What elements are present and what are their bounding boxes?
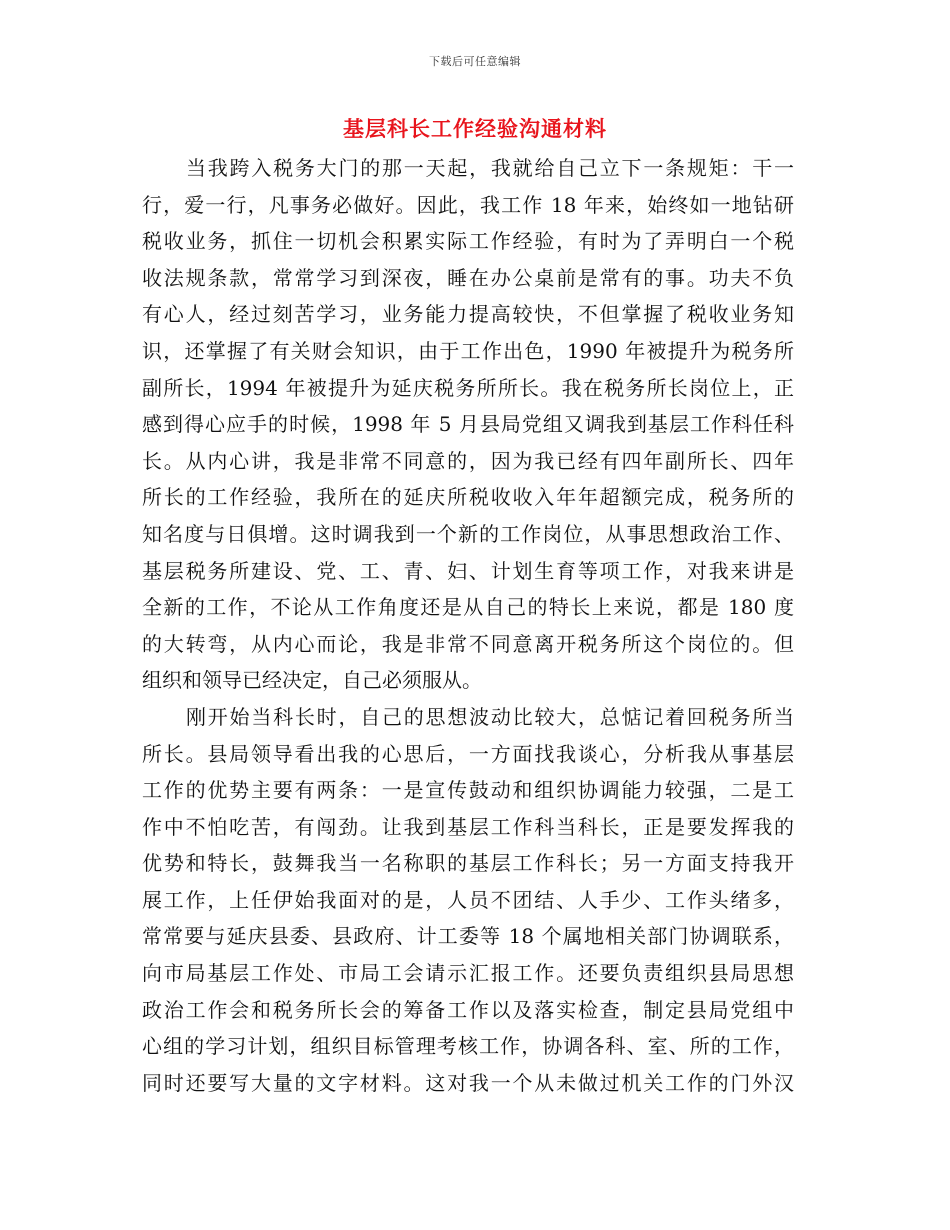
paragraph-2-line: 同时还要写大量的文字材料。这对我一个从未做过机关工作的门外汉 [142, 1070, 794, 1095]
paragraph-2-line: 常常要与延庆县委、县政府、计工委等 18 个属地相关部门协调联系， [142, 924, 794, 949]
document-title: 基层科长工作经验沟通材料 [343, 116, 607, 141]
paragraph-1-line: 收法规条款，常常学习到深夜，睡在办公桌前是常有的事。功夫不负 [142, 265, 794, 290]
paragraph-2-line: 刚开始当科长时，自己的思想波动比较大，总惦记着回税务所当 [186, 704, 794, 729]
paragraph-1-line: 的大转弯，从内心而论，我是非常不同意离开税务所这个岗位的。但 [142, 631, 794, 656]
paragraph-1-line: 有心人，经过刻苦学习，业务能力提高较快，不但掌握了税收业务知 [142, 302, 794, 327]
paragraph-1-line: 感到得心应手的时候，1998 年 5 月县局党组又调我到基层工作科任科 [142, 412, 794, 437]
paragraph-2-line: 政治工作会和税务所长会的筹备工作以及落实检查，制定县局党组中 [142, 997, 794, 1022]
paragraph-1-line: 所长的工作经验，我所在的延庆所税收收入年年超额完成，税务所的 [142, 485, 794, 510]
paragraph-2-line: 心组的学习计划，组织目标管理考核工作，协调各科、室、所的工作， [142, 1034, 794, 1059]
paragraph-1-line: 组织和领导已经决定，自己必须服从。 [142, 668, 482, 693]
paragraph-1-line: 税收业务，抓住一切机会积累实际工作经验，有时为了弄明白一个税 [142, 229, 794, 254]
paragraph-2-line: 优势和特长，鼓舞我当一名称职的基层工作科长；另一方面支持我开 [142, 851, 794, 876]
paragraph-2-line: 所长。县局领导看出我的心思后，一方面找我谈心，分析我从事基层 [142, 741, 794, 766]
paragraph-1-line: 知名度与日俱增。这时调我到一个新的工作岗位，从事思想政治工作、 [142, 521, 794, 546]
paragraph-2-line: 展工作，上任伊始我面对的是，人员不团结、人手少、工作头绪多， [142, 887, 794, 912]
paragraph-1-line: 副所长，1994 年被提升为延庆税务所所长。我在税务所长岗位上，正 [142, 375, 794, 400]
paragraph-1-line: 全新的工作，不论从工作角度还是从自己的特长上来说，都是 180 度 [142, 595, 794, 620]
paragraph-1-line: 行，爱一行，凡事务必做好。因此，我工作 18 年来，始终如一地钻研 [142, 192, 794, 217]
paragraph-2-line: 工作的优势主要有两条：一是宣传鼓动和组织协调能力较强，二是工 [142, 778, 794, 803]
header-note: 下载后可任意编辑 [429, 55, 521, 68]
paragraph-1-line: 基层税务所建设、党、工、青、妇、计划生育等项工作，对我来讲是 [142, 558, 794, 583]
paragraph-1-line: 识，还掌握了有关财会知识，由于工作出色，1990 年被提升为税务所 [142, 338, 794, 363]
paragraph-2-line: 作中不怕吃苦，有闯劲。让我到基层工作科当科长，正是要发挥我的 [142, 814, 794, 839]
paragraph-1-line: 长。从内心讲，我是非常不同意的，因为我已经有四年副所长、四年 [142, 448, 794, 473]
paragraph-1-line: 当我跨入税务大门的那一天起，我就给自己立下一条规矩：干一 [186, 156, 794, 180]
paragraph-2-line: 向市局基层工作处、市局工会请示汇报工作。还要负责组织县局思想 [142, 961, 794, 986]
document-body [142, 150, 794, 1101]
